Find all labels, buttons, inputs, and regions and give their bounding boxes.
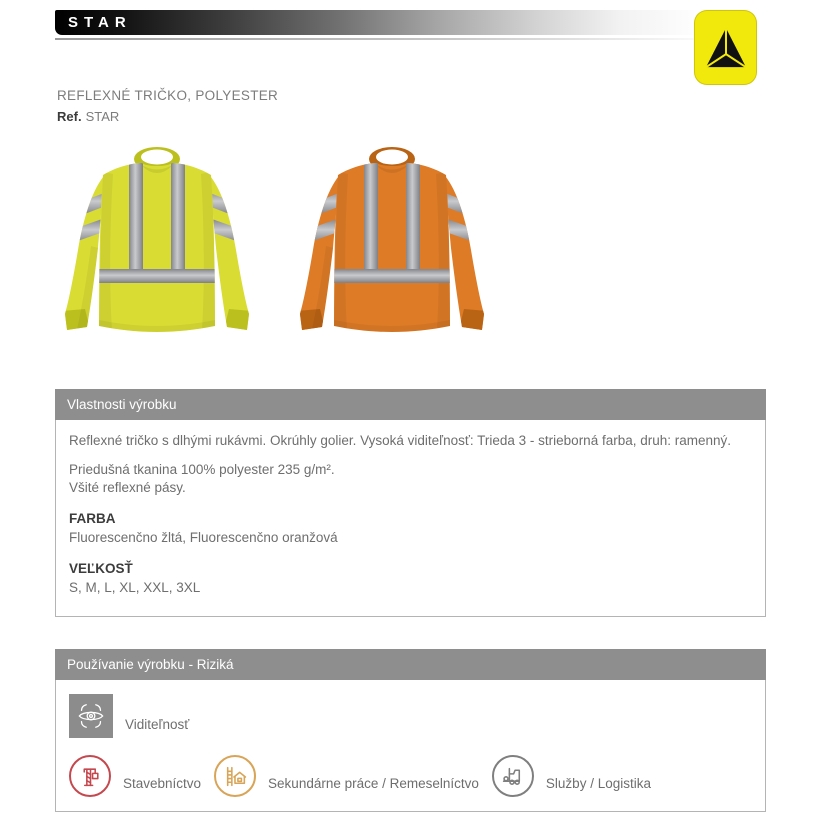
ladder-house-icon	[223, 764, 248, 789]
color-attribute-value: Fluorescenčno žltá, Fluorescenčno oranžová	[69, 530, 338, 545]
risk-row	[69, 694, 751, 738]
color-attribute-label: FARBA	[69, 510, 116, 526]
ref-label: Ref.	[57, 109, 82, 124]
crane-icon	[78, 764, 103, 789]
title-bar	[55, 10, 761, 35]
forklift-icon	[500, 764, 525, 789]
section-header: Používanie výrobku - Riziká	[55, 649, 766, 680]
title-bar-underline	[55, 38, 761, 40]
section-product-properties	[55, 389, 766, 617]
size-attribute-label: VEĽKOSŤ	[69, 560, 133, 576]
section-body	[55, 420, 766, 617]
services-logistics-circle	[492, 755, 534, 797]
ref-value: STAR	[85, 109, 120, 124]
product-name: REFLEXNÉ TRIČKO, POLYESTER	[57, 88, 279, 103]
risk-label: Viditeľnosť	[125, 716, 190, 732]
usage-label: Sekundárne práce / Remeselníctvo	[268, 775, 479, 791]
section-body	[55, 680, 766, 812]
fabric-line-1: Priedušná tkanina 100% polyester 235 g/m².	[69, 461, 335, 477]
product-reference	[57, 109, 278, 124]
product-heading	[57, 88, 278, 124]
secondary-works-circle	[214, 755, 256, 797]
size-attribute-value: S, M, L, XL, XXL, 3XL	[69, 580, 201, 595]
eye-icon	[72, 697, 110, 735]
delta-plus-logo	[694, 10, 757, 85]
section-product-usage-risks	[55, 649, 766, 812]
usage-construction	[69, 755, 201, 797]
product-description: Reflexné tričko s dlhými rukávmi. Okrúhly golier. Vysoká viditeľnosť: Trieda 3 - strieborná farba, druh: ramenný.	[69, 433, 732, 448]
fabric-line-2: Všité reflexné pásy.	[69, 480, 186, 495]
usage-label: Služby / Logistika	[545, 775, 651, 791]
visibility-icon-box	[69, 694, 113, 738]
usage-row	[69, 755, 751, 797]
page-title: STAR	[68, 14, 132, 31]
usage-label: Stavebníctvo	[123, 775, 202, 791]
product-image-fluo-orange	[293, 142, 508, 337]
product-image-fluo-yellow	[58, 142, 273, 337]
construction-circle	[69, 755, 111, 797]
section-header: Vlastnosti výrobku	[55, 389, 766, 420]
usage-secondary-works	[214, 755, 479, 797]
usage-services-logistics	[492, 755, 651, 797]
delta-triangle-icon	[703, 20, 749, 76]
